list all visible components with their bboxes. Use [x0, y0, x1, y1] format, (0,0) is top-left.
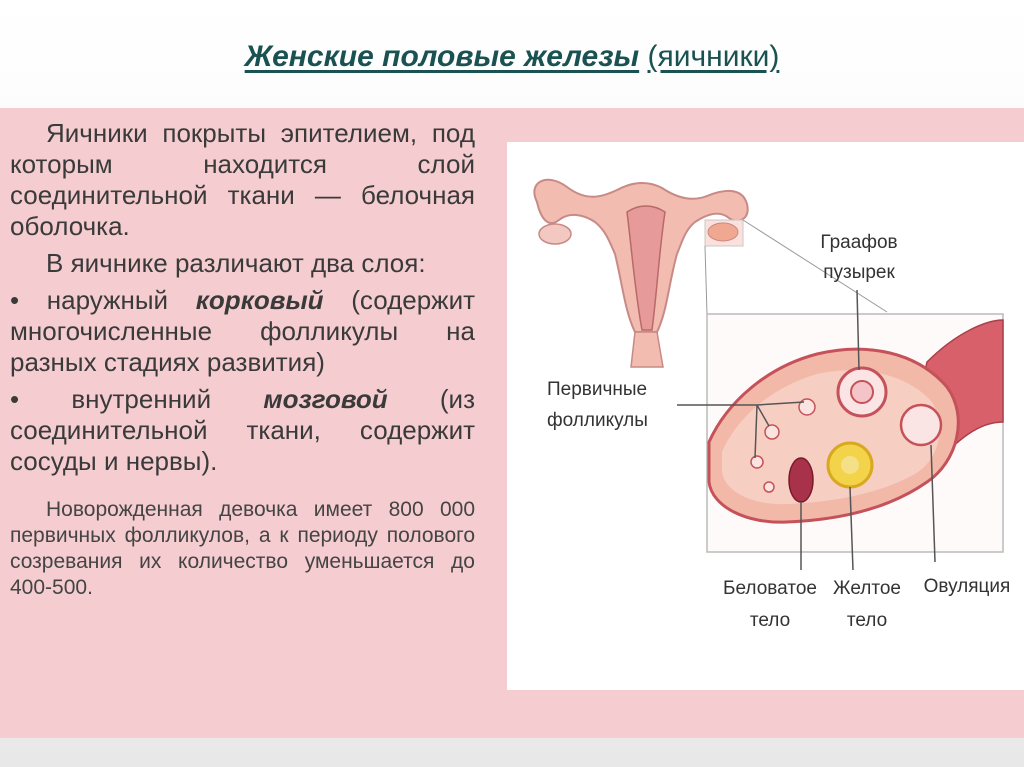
- title-main: Женские половые железы: [244, 40, 640, 73]
- label-graafian-2: пузырек: [823, 262, 895, 283]
- label-primary-2: фолликулы: [547, 410, 648, 431]
- primary-follicle: [764, 482, 774, 492]
- bullet-cortex-term: корковый: [195, 285, 324, 315]
- label-luteum-1: Желтое: [833, 578, 901, 599]
- page-title: [0, 40, 1024, 74]
- bullet-medulla: [10, 384, 475, 477]
- label-primary-1: Первичные: [547, 379, 648, 400]
- paragraph-epithelium: Яичники покрыты эпителием, под которым находится слой соединительной ткани — белочная оболочка.: [10, 118, 475, 241]
- ovary-diagram: [507, 142, 1024, 690]
- text-column: [10, 118, 475, 607]
- bullet-medulla-term: мозговой: [263, 384, 388, 414]
- primary-follicle: [799, 399, 815, 415]
- label-albicans-1: Беловатое: [723, 578, 817, 599]
- primary-follicle: [765, 425, 779, 439]
- ovulating-follicle: [901, 405, 941, 445]
- primary-follicle: [751, 456, 763, 468]
- ovary-figure: [507, 142, 1024, 690]
- bullet-cortex-desc: (содержит многочисленные фолликулы на разных стадиях развития): [10, 285, 475, 377]
- bullet-cortex: [10, 285, 475, 378]
- bullet-medulla-prefix: • внутренний: [10, 384, 264, 414]
- graafian-follicle-core: [851, 381, 873, 403]
- label-albicans-2: тело: [749, 610, 791, 631]
- paragraph-layers: В яичнике различают два слоя:: [46, 248, 426, 278]
- corpus-albicans: [789, 458, 813, 502]
- label-ovulation: Овуляция: [923, 576, 1011, 597]
- label-luteum-2: тело: [846, 610, 888, 631]
- title-paren: (яичники): [647, 40, 780, 73]
- zoom-line-left: [705, 246, 707, 314]
- corpus-luteum-core: [841, 456, 859, 474]
- bullet-medulla-desc: (из соединительной ткани, содержит сосуды и нервы).: [10, 384, 475, 476]
- bullet-cortex-prefix: • наружный: [10, 285, 196, 315]
- note-follicle-count: Новорожденная девочка имеет 800 000 первичных фолликулов, а к периоду полового созревания их количество уменьшается до 400-500.: [10, 498, 475, 599]
- label-graafian-1: Граафов: [820, 232, 898, 253]
